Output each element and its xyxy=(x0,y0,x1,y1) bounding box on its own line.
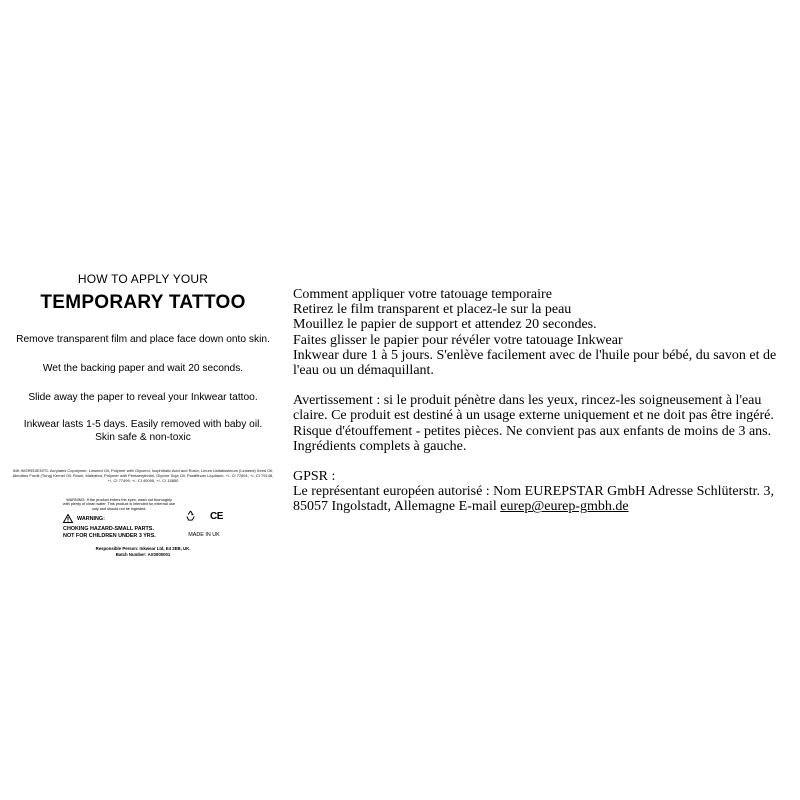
gpsr-representative xyxy=(293,484,798,514)
warning-label: WARNING: xyxy=(77,515,105,522)
skin-safe-line: Skin safe & non-toxic xyxy=(95,432,191,443)
fr-step-2: Mouillez le papier de support et attendez 20 secondes. xyxy=(293,317,597,333)
warning-body xyxy=(63,526,175,540)
step-1: Remove transparent film and place face down onto skin. xyxy=(16,334,270,345)
warning-title xyxy=(63,514,175,523)
warning-block xyxy=(63,498,175,541)
compliance-marks xyxy=(185,508,223,538)
responsible-line: Responsible Person: Inkwear Ltd, E4 2EB, UK. xyxy=(95,546,191,552)
responsible-person xyxy=(12,546,274,557)
fr-duration: Inkwear dure 1 à 5 jours. S'enlève facilement avec de l'huile pour bébé, du savon et de l'eau ou un démaquillant. xyxy=(293,347,777,379)
recycle-icon xyxy=(185,508,196,526)
warning-triangle-icon xyxy=(63,514,73,523)
choking-hazard-line: CHOKING HAZARD-SMALL PARTS. xyxy=(63,526,154,533)
gpsr-label: GPSR : xyxy=(293,469,336,485)
duration-line: Inkwear lasts 1-5 days. Easily removed with baby oil. xyxy=(23,419,263,430)
fr-warning-eyes: Avertissement : si le produit pénètre dans les yeux, rincez-les soigneusement à l'eau claire. Ce produit est destiné à un usage externe uniquement et ne doit pas être ingéré. xyxy=(293,393,774,424)
step-3: Slide away the paper to reveal your Inkwear tattoo. xyxy=(28,392,258,403)
warning-section xyxy=(12,498,274,541)
fr-warning-choking: Risque d'étouffement - petites pièces. Ne convient pas aux enfants de moins de 3 ans. Ingrédients complets à gauche. xyxy=(293,423,772,454)
batch-line: Batch Number: AX0000001 xyxy=(115,551,171,557)
step-2: Wet the backing paper and wait 20 seconds. xyxy=(42,363,244,374)
how-to-heading: HOW TO APPLY YOUR xyxy=(77,272,209,286)
fr-title: Comment appliquer votre tatouage temporaire xyxy=(293,287,552,302)
warning-note: WARNING: If the product enters the eyes, wash out thoroughly with plenty of clean water. This product is intended for external use only and should not be ingested. xyxy=(63,497,176,511)
fr-step-3: Faites glisser le papier pour révéler votre tatouage Inkwear xyxy=(293,332,623,348)
gpsr-email-link[interactable]: eurep@eurep-gmbh.de xyxy=(500,499,629,515)
card-title: TEMPORARY TATTOO xyxy=(40,292,246,313)
tattoo-instructions-card xyxy=(12,268,274,557)
spacer xyxy=(293,378,798,393)
made-in-label: MADE IN UK xyxy=(188,531,220,538)
french-instructions xyxy=(293,287,798,515)
ink-ingredients: INK INGREDIENTS: Acrylates Copolymer, Linseed Oil, Polymer with Glycerol, Isophthalic Acid and Rosin, Linum Usitatissimum (Linseed) Seed Oil, Aleurites Fordii (Tung) Kernel Oil, Rosin, Maleated, Polymer with Pentaerythritol, Glycine Soja Oil, Paraffinum Liquidum. +/- CI 77891, +/- CI 79148, +/- CI 77499, +/- CI 40090, +/- CI 15850 xyxy=(12,468,274,484)
spacer xyxy=(293,454,798,469)
ce-mark: CE xyxy=(210,511,223,523)
age-restriction-line: NOT FOR CHILDREN UNDER 3 YRS. xyxy=(63,533,156,540)
gpsr-text: Le représentant européen autorisé : Nom EUREPSTAR GmbH Adresse Schlüterstr. 3, 85057 Ingolstadt, Allemagne E-mail xyxy=(293,484,775,515)
fr-step-1: Retirez le film transparent et placez-le sur la peau xyxy=(293,302,572,318)
duration-info xyxy=(12,418,274,444)
